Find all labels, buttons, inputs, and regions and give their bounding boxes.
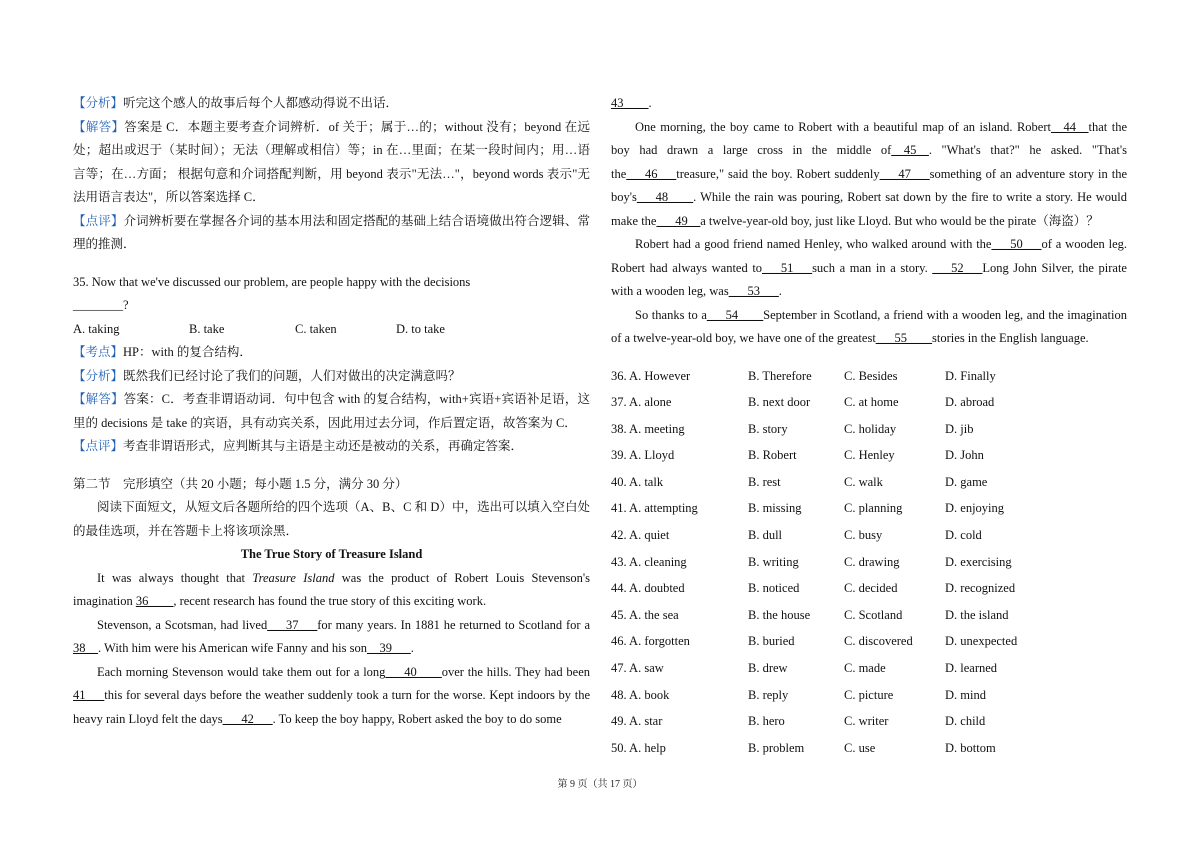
option-row (611, 469, 1127, 496)
option-c: C. walk (844, 474, 883, 489)
option-c: C. made (844, 661, 886, 676)
comment-text: 介词辨析要在掌握各介词的基本用法和固定搭配的基础上结合语境做出符合逻辑、常理的推测． (73, 213, 590, 251)
option-a: 49. A. star (611, 714, 663, 729)
option-row (611, 416, 1127, 443)
answer-text: 答案：C．考查非谓语动词．句中包含 with 的复合结构，with+宾语+宾语补足语，这里的 decisions 是 take 的宾语，具有动宾关系，因此用过去分词，作后置定语，故答案为 C． (73, 392, 590, 430)
option-b: B. next door (748, 395, 811, 410)
passage-paragraph-3-end (611, 92, 1127, 116)
option-d: D. child (945, 714, 986, 729)
text-run: of a wooden leg. Robert had always wanted to (611, 237, 1127, 275)
answer-text: 答案是 C．本题主要考查介词辨析．of 关于；属于…的；without 没有；beyond 在远处；超出或迟于（某时间）；无法（理解或相信）等；in 在…里面；在某一段时间内；用…语言等；在…方面； 根据句意和介词搭配判断，用 beyond 表示"无法…"，beyond words 表示"无法用语言表达"，所以答案选择 C． (73, 119, 590, 204)
comment-tag: 【点评】 (73, 439, 124, 453)
option-c: C. picture (844, 687, 894, 702)
blank-52: ___52___ (932, 260, 983, 275)
option-b: B. story (748, 421, 788, 436)
text-run: One morning, the boy came to Robert with a beautiful map of an island. Robert (635, 119, 1051, 134)
option-a: 37. A. alone (611, 395, 672, 410)
analysis-text: 既然我们已经讨论了我们的问题，人们对做出的决定满意吗？ (123, 368, 461, 383)
text-run: . "What's that?" he asked. "That's the (611, 143, 1127, 181)
blank-55: ___55____ (875, 331, 933, 345)
option-c: C. decided (844, 581, 898, 596)
analysis-tag: 【分析】 (73, 96, 124, 110)
option-b: B. dull (748, 528, 783, 543)
blank-38: 38__ (73, 641, 98, 655)
text-run: something of an adventure story in the boy's (611, 166, 1127, 204)
answer-tag: 【解答】 (73, 392, 124, 406)
blank-49: ___49__ (656, 213, 701, 228)
blank-46: ___46___ (626, 166, 677, 181)
right-column (611, 92, 1127, 761)
option-d: D. the island (945, 607, 1009, 622)
option-row (611, 389, 1127, 416)
text-run: stories in the English language. (932, 331, 1089, 345)
text-run: , recent research has found the true story of this exciting work. (173, 594, 487, 608)
text-run: treasure," said the boy. Robert suddenly (676, 166, 880, 181)
option-d: D. John (945, 448, 984, 463)
option-a: 50. A. help (611, 740, 666, 755)
option-b: B. buried (748, 634, 795, 649)
option-a: 40. A. talk (611, 474, 664, 489)
kaodian-tag: 【考点】 (73, 345, 124, 359)
q35-stem: 35. Now that we've discussed our problem, are people happy with the decisions (73, 274, 471, 289)
option-row (611, 708, 1127, 735)
option-c: C. Besides (844, 368, 898, 383)
option-row (611, 682, 1127, 709)
option-row (611, 735, 1127, 762)
option-c: C. writer (844, 714, 889, 729)
option-c: C. at home (844, 395, 899, 410)
option-b: B. Robert (748, 448, 797, 463)
option-d: D. unexpected (945, 634, 1018, 649)
text-run: Stevenson, a Scotsman, had lived (97, 617, 268, 632)
option-a: 42. A. quiet (611, 528, 670, 543)
option-row (611, 495, 1127, 522)
option-b: B. rest (748, 474, 781, 489)
comment-text: 考查非谓语形式，应判断其与主语是主动还是被动的关系，再确定答案． (123, 439, 524, 453)
q35-analysis (73, 365, 590, 389)
q35-answer (73, 388, 590, 435)
option-b: B. the house (748, 607, 811, 622)
option-d: D. mind (945, 687, 986, 702)
option-b: B. reply (748, 687, 789, 702)
q34-comment (73, 210, 590, 257)
option-a: 41. A. attempting (611, 501, 698, 516)
option-d: D. learned (945, 661, 998, 676)
blank-40: ___40____ (385, 664, 442, 679)
q34-analysis (73, 92, 590, 116)
text-run: for many years. In 1881 he returned to Scotland for a (317, 617, 590, 632)
passage-paragraph-3 (73, 661, 590, 732)
instructions: 阅读下面短文，从短文后各题所给的四个选项（A、B、C 和 D）中，选出可以填入空白处的最佳选项，并在答题卡上将该项涂黑． (73, 500, 590, 538)
option-c: C. busy (844, 528, 883, 543)
option-b: B. hero (748, 714, 785, 729)
option-row (611, 628, 1127, 655)
option-c: C. Henley (844, 448, 895, 463)
option-d: D. exercising (945, 554, 1012, 569)
q35-kaodian (73, 341, 590, 365)
q35-option-d: D. to take (396, 321, 445, 336)
blank-41: 41___ (73, 688, 105, 702)
option-c: C. use (844, 740, 876, 755)
option-c: C. discovered (844, 634, 913, 649)
blank-50: ___50___ (991, 237, 1042, 251)
blank-44: __44__ (1051, 119, 1089, 134)
option-a: 43. A. cleaning (611, 554, 687, 569)
option-row (611, 655, 1127, 682)
analysis-text: 听完这个感人的故事后每个人都感动得说不出话． (123, 96, 399, 110)
blank-45: __45__ (891, 143, 929, 157)
passage-paragraph-6 (611, 304, 1127, 351)
text-run: So thanks to a (635, 307, 707, 322)
option-b: B. problem (748, 740, 805, 755)
option-c: C. Scotland (844, 607, 903, 622)
q34-answer (73, 116, 590, 210)
option-d: D. game (945, 474, 988, 489)
text-run: Long John Silver, the pirate with a wooden leg, was (611, 260, 1127, 298)
kaodian-text: HP：with 的复合结构． (123, 345, 252, 359)
answer-tag: 【解答】 (73, 119, 125, 134)
option-b: B. writing (748, 554, 799, 569)
text-run: . To keep the boy happy, Robert asked the boy to do some (272, 711, 562, 726)
option-a: 39. A. Lloyd (611, 448, 675, 463)
text-run: this for several days before the weather suddenly took a turn for the worse. Kept indoors by the heavy rain Lloyd felt the days (73, 688, 590, 726)
option-row (611, 575, 1127, 602)
option-b: B. missing (748, 501, 802, 516)
option-row (611, 363, 1127, 390)
option-row (611, 522, 1127, 549)
option-c: C. holiday (844, 421, 897, 436)
option-row (611, 442, 1127, 469)
blank-36: 36____ (135, 594, 174, 608)
text-run: It was always thought that (97, 570, 253, 585)
blank-51: ___51___ (762, 260, 813, 275)
options-list (611, 363, 1127, 762)
blank-43: 43____ (611, 96, 649, 110)
comment-tag: 【点评】 (73, 213, 124, 228)
text-run: . (410, 641, 414, 655)
option-a: 36. A. However (611, 368, 691, 383)
passage-paragraph-5 (611, 233, 1127, 304)
option-row (611, 602, 1127, 629)
option-d: D. cold (945, 528, 982, 543)
option-d: D. bottom (945, 740, 996, 755)
text-run: that the boy had drawn a large cross in the middle of (611, 119, 1127, 157)
blank-37: ___37___ (267, 617, 318, 632)
text-run: . (648, 96, 652, 110)
page-footer: 第 9 页（共 17 页） (557, 779, 643, 790)
spacer (73, 459, 590, 473)
analysis-tag: 【分析】 (73, 368, 124, 383)
left-column (73, 92, 590, 731)
option-d: D. enjoying (945, 501, 1005, 516)
option-d: D. recognized (945, 581, 1016, 596)
text-run: over the hills. They had been (441, 664, 590, 679)
passage-title: The True Story of Treasure Island (240, 547, 423, 561)
option-row (611, 549, 1127, 576)
passage-paragraph-1 (73, 567, 590, 614)
option-a: 46. A. forgotten (611, 634, 690, 649)
passage-paragraph-4 (611, 116, 1127, 234)
option-a: 47. A. saw (611, 661, 664, 676)
spacer (73, 257, 590, 271)
blank-42: ___42___ (222, 711, 273, 726)
option-b: B. noticed (748, 581, 800, 596)
q35-option-b: B. take (189, 321, 225, 336)
text-run: Robert had a good friend named Henley, who walked around with the (635, 237, 992, 251)
option-d: D. Finally (945, 368, 996, 383)
q35-option-a: A. taking (73, 321, 120, 336)
option-d: D. abroad (945, 395, 995, 410)
passage-paragraph-2 (73, 614, 590, 661)
blank-47: ___47___ (879, 166, 930, 181)
option-b: B. drew (748, 661, 788, 676)
option-a: 44. A. doubted (611, 581, 685, 596)
text-run: a twelve-year-old boy, just like Lloyd. But who would be the pirate（海盗）？ (700, 213, 1099, 228)
q35-comment (73, 435, 590, 459)
q35-option-c: C. taken (295, 321, 337, 336)
q35-options (73, 318, 590, 342)
q35-blank: ________? (73, 298, 129, 312)
option-a: 48. A. book (611, 687, 670, 702)
spacer (611, 351, 1127, 363)
book-title: Treasure Island (252, 570, 335, 585)
text-run: was the product of Robert Louis Stevenson's imagination (73, 570, 591, 608)
blank-53: ___53___ (728, 284, 779, 298)
blank-54: ___54____ (706, 307, 764, 322)
text-run: . (778, 284, 782, 298)
blank-48: ___48____ (636, 190, 694, 204)
text-run: . While the rain was pouring, Robert sat down by the fire to write a story. He would make the (611, 190, 1127, 228)
blank-39: __39___ (367, 641, 411, 655)
text-run: Each morning Stevenson would take them out for a long (97, 664, 386, 679)
option-d: D. jib (945, 421, 974, 436)
option-a: 38. A. meeting (611, 421, 685, 436)
option-c: C. planning (844, 501, 903, 516)
text-run: . With him were his American wife Fanny and his son (98, 641, 368, 655)
section-title: 第二节 完形填空（共 20 小题；每小题 1.5 分，满分 30 分） (73, 476, 408, 491)
text-run: September in Scotland, a friend with a wooden leg, and the imagination of a twelve-year-old boy, we have one of the greatest (611, 307, 1128, 345)
option-b: B. Therefore (748, 368, 812, 383)
text-run: such a man in a story. (812, 260, 933, 275)
option-c: C. drawing (844, 554, 900, 569)
option-a: 45. A. the sea (611, 607, 679, 622)
